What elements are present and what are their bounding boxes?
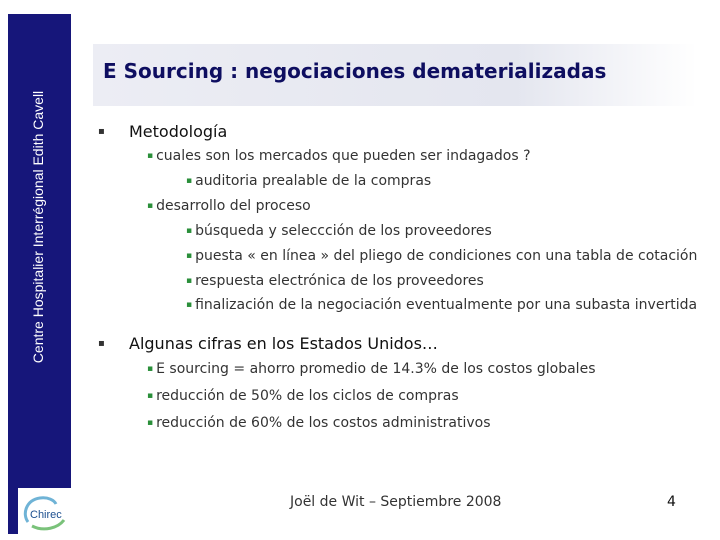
logo-wordmark: Chirec bbox=[30, 509, 62, 521]
list-item bbox=[147, 361, 595, 377]
sub-bullet-marker: ▪ bbox=[186, 251, 193, 261]
bullet-marker: ▪ bbox=[98, 338, 105, 349]
sub-bullet-marker: ▪ bbox=[186, 276, 193, 286]
list-item bbox=[147, 198, 311, 214]
list-subitem-text: auditoria prealable de la compras bbox=[195, 173, 432, 189]
list-item-text: reducción de 60% de los costos administrativos bbox=[156, 415, 491, 431]
sub-bullet-marker: ▪ bbox=[147, 151, 154, 161]
list-item-text: E sourcing = ahorro promedio de 14.3% de los costos globales bbox=[156, 361, 596, 377]
list-item bbox=[147, 388, 459, 404]
section-heading: Metodología bbox=[129, 122, 228, 141]
sub-bullet-marker: ▪ bbox=[147, 201, 154, 211]
bullet-marker: ▪ bbox=[98, 126, 105, 137]
list-item-text: cuales son los mercados que pueden ser indagados ? bbox=[156, 148, 531, 164]
list-subitem bbox=[186, 173, 431, 189]
list-subitem bbox=[186, 248, 697, 264]
sub-bullet-marker: ▪ bbox=[186, 176, 193, 186]
list-subitem bbox=[186, 273, 484, 289]
list-item-text: reducción de 50% de los ciclos de compras bbox=[156, 388, 459, 404]
list-subitem-text: búsqueda y seleccción de los proveedores bbox=[195, 223, 492, 239]
sub-bullet-marker: ▪ bbox=[186, 300, 193, 310]
list-subitem bbox=[186, 297, 697, 313]
footer-author-date: Joël de Wit – Septiembre 2008 bbox=[290, 494, 502, 510]
sub-bullet-marker: ▪ bbox=[147, 364, 154, 374]
sub-bullet-marker: ▪ bbox=[147, 391, 154, 401]
sub-bullet-marker: ▪ bbox=[186, 226, 193, 236]
organization-name: Centre Hospitalier Interrégional Edith Cavell bbox=[30, 90, 46, 364]
list-item bbox=[147, 148, 531, 164]
section-heading: Algunas cifras en los Estados Unidos… bbox=[129, 334, 438, 353]
list-subitem-text: respuesta electrónica de los proveedores bbox=[195, 273, 484, 289]
list-subitem bbox=[186, 223, 492, 239]
list-subitem-text: puesta « en línea » del pliego de condiciones con una tabla de cotación bbox=[195, 248, 698, 264]
slide-title: E Sourcing : negociaciones dematerializadas bbox=[103, 59, 607, 83]
list-item-text: desarrollo del proceso bbox=[156, 198, 311, 214]
sub-bullet-marker: ▪ bbox=[147, 418, 154, 428]
page-number: 4 bbox=[667, 494, 676, 510]
list-subitem-text: finalización de la negociación eventualmente por una subasta invertida bbox=[195, 297, 698, 313]
list-item bbox=[147, 415, 491, 431]
